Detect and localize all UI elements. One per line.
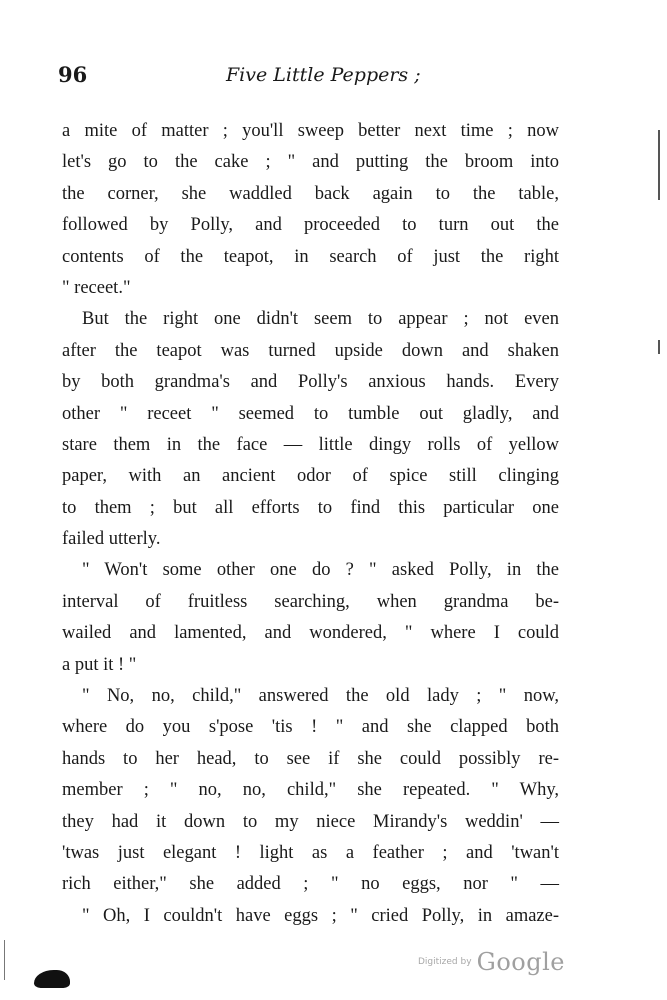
text-line: failed utterly. [62, 529, 161, 550]
text-line: But the right one didn't seem to appear ; not even [82, 309, 559, 330]
text-line: by both grandma's and Polly's anxious hands. Every [62, 372, 559, 393]
text-line: hands to her head, to see if she could possibly re- [62, 748, 559, 769]
text-line: " Oh, I couldn't have eggs ; " cried Polly, in amaze- [82, 905, 559, 926]
text-line: to them ; but all efforts to find this particular one [62, 497, 559, 518]
scan-thumb-blot [34, 970, 70, 988]
text-line: " No, no, child," answered the old lady ; " now, [82, 686, 559, 707]
text-line: 'twas just elegant ! light as a feather ; and 'twan't [62, 842, 559, 863]
text-line: a put it ! " [62, 654, 137, 675]
running-title: Five Little Peppers ; [226, 64, 421, 86]
text-line: " receet." [62, 277, 131, 298]
text-line: member ; " no, no, child," she repeated. " Why, [62, 780, 559, 801]
watermark-prefix: Digitized by [418, 957, 472, 967]
page-number: 96 [58, 62, 88, 87]
text-line: stare them in the face — little dingy rolls of yellow [62, 434, 559, 455]
text-line: they had it down to my niece Mirandy's weddin' — [62, 811, 559, 832]
text-line: the corner, she waddled back again to the table, [62, 183, 559, 204]
text-line: a mite of matter ; you'll sweep better next time ; now [62, 121, 559, 141]
page-edge-marks [658, 100, 664, 500]
text-line: rich either," she added ; " no eggs, nor " — [62, 874, 559, 895]
page-header [58, 58, 558, 98]
text-line: contents of the teapot, in search of just the right [62, 246, 559, 267]
text-line: followed by Polly, and proceeded to turn out the [62, 215, 559, 236]
text-line: where do you s'pose 'tis ! " and she clapped both [62, 717, 559, 738]
text-line: let's go to the cake ; " and putting the broom into [62, 152, 559, 173]
text-line: after the teapot was turned upside down and shaken [62, 340, 559, 361]
text-line: other " receet " seemed to tumble out gladly, and [62, 403, 559, 424]
scan-edge-line [4, 940, 5, 980]
google-logo: Google [476, 948, 565, 976]
text-line: " Won't some other one do ? " asked Polly, in the [82, 560, 559, 581]
text-line: interval of fruitless searching, when grandma be- [62, 591, 559, 612]
digitized-watermark [418, 948, 565, 976]
body-text [62, 116, 559, 932]
text-line: wailed and lamented, and wondered, " where I could [62, 623, 559, 644]
text-line: paper, with an ancient odor of spice still clinging [62, 466, 559, 487]
